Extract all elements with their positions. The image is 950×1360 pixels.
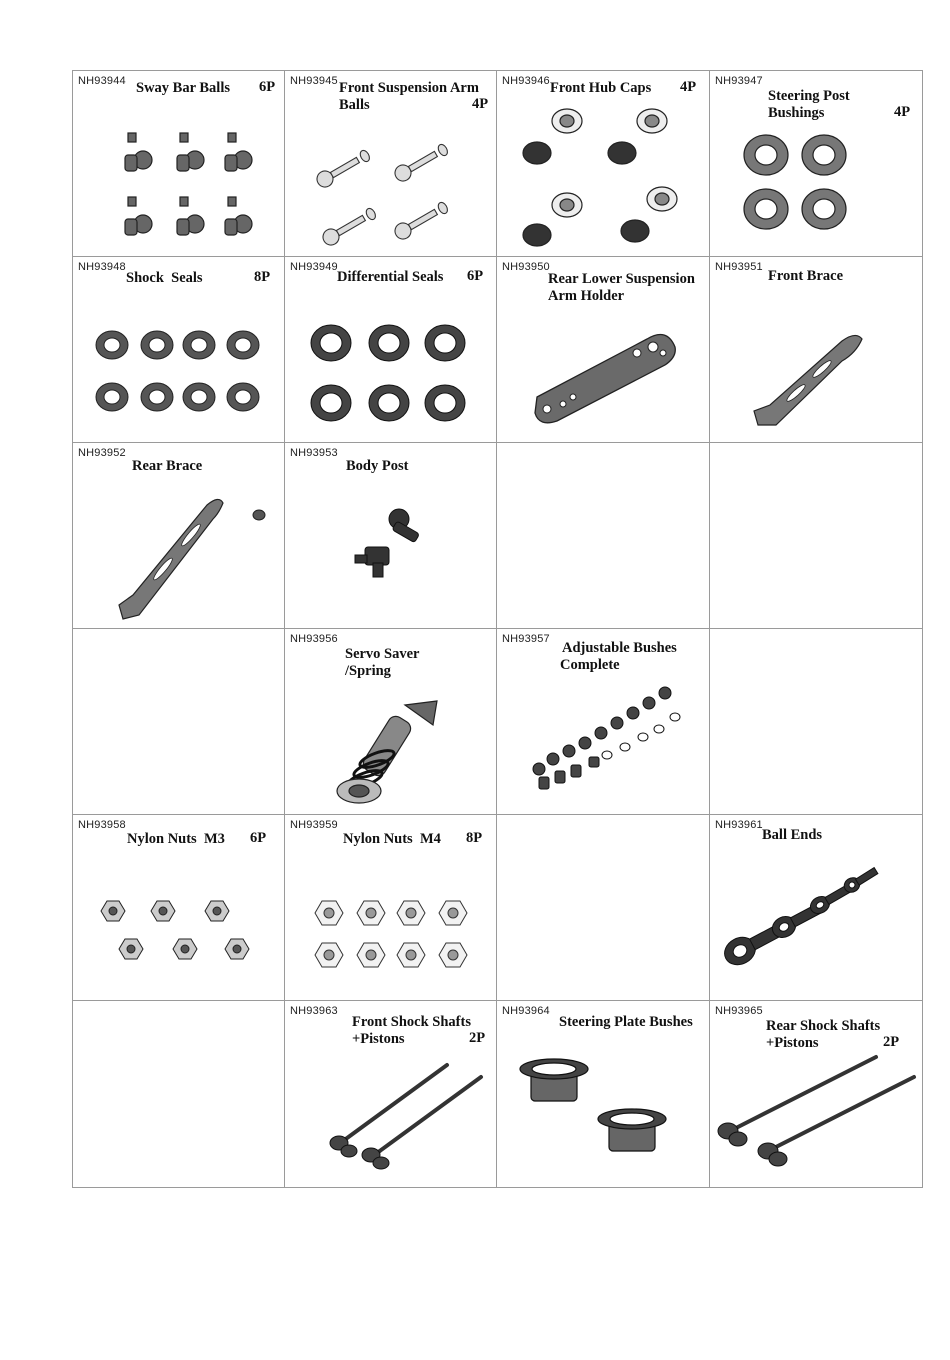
empty-cell — [73, 1001, 285, 1187]
empty-cell — [497, 443, 710, 629]
part-title: Shock Seals — [126, 270, 203, 286]
part-title: Front Suspension Arm — [339, 80, 479, 96]
empty-cell — [710, 629, 922, 815]
part-cell-nh93953 — [285, 443, 497, 629]
part-cell-nh93951 — [710, 257, 922, 443]
steering-plate-bushes-illustration — [497, 1001, 709, 1187]
part-cell-nh93949 — [285, 257, 497, 443]
part-quantity: 4P — [472, 96, 489, 112]
nylon-nuts-m3-illustration — [73, 815, 284, 1000]
body-post-illustration — [285, 443, 496, 628]
part-code: NH93946 — [502, 75, 550, 87]
suspension-arm-balls-illustration — [285, 71, 496, 256]
part-title: Sway Bar Balls — [136, 80, 231, 96]
part-title-line2: Balls — [339, 97, 370, 113]
part-cell-nh93946 — [497, 71, 710, 257]
part-quantity: 8P — [254, 269, 271, 285]
part-code: NH93948 — [78, 261, 126, 273]
parts-table — [72, 70, 923, 1188]
part-quantity: 2P — [469, 1030, 486, 1046]
part-title-line2: Arm Holder — [548, 288, 625, 304]
front-brace-illustration — [710, 257, 922, 442]
part-code: NH93952 — [78, 447, 126, 459]
part-cell-nh93963 — [285, 1001, 497, 1187]
part-code: NH93957 — [502, 633, 550, 645]
part-cell-nh93950 — [497, 257, 710, 443]
part-title: Front Brace — [768, 268, 844, 284]
part-code: NH93950 — [502, 261, 550, 273]
part-title-line2: +Pistons — [766, 1035, 819, 1051]
part-code: NH93965 — [715, 1005, 763, 1017]
part-code: NH93949 — [290, 261, 338, 273]
part-cell-nh93944 — [73, 71, 285, 257]
steering-post-bushings-illustration — [710, 71, 922, 256]
servo-saver-illustration — [285, 629, 496, 814]
adjustable-bushes-illustration — [497, 629, 709, 814]
part-title: Steering Plate Bushes — [559, 1014, 693, 1030]
part-title: Nylon Nuts M3 — [127, 831, 225, 847]
part-title: Rear Shock Shafts — [766, 1018, 881, 1034]
front-shock-shafts-illustration — [285, 1001, 496, 1187]
part-title-line2: +Pistons — [352, 1031, 405, 1047]
part-cell-nh93964 — [497, 1001, 710, 1187]
part-title: Adjustable Bushes — [562, 640, 677, 656]
part-quantity: 4P — [680, 79, 697, 95]
part-title: Steering Post — [768, 88, 850, 104]
part-code: NH93947 — [715, 75, 763, 87]
part-code: NH93958 — [78, 819, 126, 831]
empty-cell — [73, 629, 285, 815]
part-title: Rear Lower Suspension — [548, 271, 695, 287]
part-quantity: 4P — [894, 104, 911, 120]
part-cell-nh93948 — [73, 257, 285, 443]
part-title: Differential Seals — [337, 269, 444, 285]
sway-bar-balls-illustration — [73, 71, 284, 256]
arm-holder-illustration — [497, 257, 709, 442]
shock-seals-illustration — [73, 257, 284, 442]
part-cell-nh93952 — [73, 443, 285, 629]
part-title: Front Shock Shafts — [352, 1014, 471, 1030]
part-title: Nylon Nuts M4 — [343, 831, 441, 847]
part-cell-nh93965 — [710, 1001, 922, 1187]
part-title: Rear Brace — [132, 458, 203, 474]
part-code: NH93961 — [715, 819, 763, 831]
rear-shock-shafts-illustration — [710, 1001, 922, 1187]
part-quantity: 6P — [250, 830, 267, 846]
part-quantity: 8P — [466, 830, 483, 846]
part-code: NH93944 — [78, 75, 126, 87]
part-cell-nh93945 — [285, 71, 497, 257]
rear-brace-illustration — [73, 443, 284, 628]
ball-ends-illustration — [710, 815, 922, 1000]
part-code: NH93956 — [290, 633, 338, 645]
part-cell-nh93959 — [285, 815, 497, 1001]
part-title: Front Hub Caps — [550, 80, 652, 96]
part-code: NH93964 — [502, 1005, 550, 1017]
part-code: NH93951 — [715, 261, 763, 273]
part-cell-nh93957 — [497, 629, 710, 815]
empty-cell — [497, 815, 710, 1001]
part-title: Servo Saver — [345, 646, 420, 662]
part-code: NH93959 — [290, 819, 338, 831]
part-code: NH93945 — [290, 75, 338, 87]
part-title: Body Post — [346, 458, 409, 474]
part-title-line2: Complete — [560, 657, 620, 673]
part-code: NH93963 — [290, 1005, 338, 1017]
part-title-line2: Bushings — [768, 105, 825, 121]
part-title: Ball Ends — [762, 827, 823, 843]
differential-seals-illustration — [285, 257, 496, 442]
part-quantity: 2P — [883, 1034, 900, 1050]
hub-caps-illustration — [497, 71, 709, 256]
part-quantity: 6P — [467, 268, 484, 284]
nylon-nuts-m4-illustration — [285, 815, 496, 1000]
empty-cell — [710, 443, 922, 629]
part-cell-nh93961 — [710, 815, 922, 1001]
part-cell-nh93947 — [710, 71, 922, 257]
part-cell-nh93958 — [73, 815, 285, 1001]
part-title-line2: /Spring — [345, 663, 391, 679]
part-code: NH93953 — [290, 447, 338, 459]
part-cell-nh93956 — [285, 629, 497, 815]
part-quantity: 6P — [259, 79, 276, 95]
